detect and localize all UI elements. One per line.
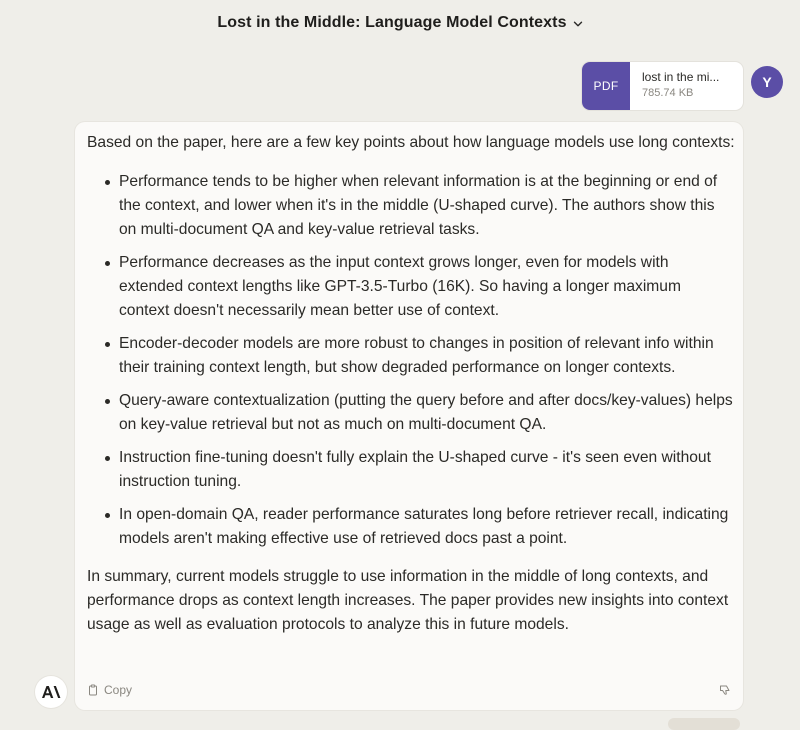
key-points-list bbox=[87, 170, 735, 551]
pdf-file-badge: PDF bbox=[582, 62, 630, 110]
list-item: Instruction fine-tuning doesn't fully explain the U-shaped curve - it's seen even without instruction tuning. bbox=[119, 446, 735, 494]
list-item: Encoder-decoder models are more robust to changes in position of relevant info within their training context length, but show degraded performance on longer contexts. bbox=[119, 332, 735, 380]
thumbs-down-icon[interactable] bbox=[719, 684, 731, 696]
assistant-message bbox=[75, 122, 743, 710]
message-body bbox=[87, 131, 735, 637]
clipboard-icon bbox=[87, 684, 99, 696]
message-actions bbox=[87, 682, 731, 698]
scroll-indicator bbox=[668, 718, 740, 730]
message-intro: Based on the paper, here are a few key points about how language models use long contexts: bbox=[87, 134, 735, 151]
list-item: In open-domain QA, reader performance saturates long before retriever recall, indicating models aren't making effective use of retrieved docs past a point. bbox=[119, 503, 735, 551]
conversation-title[interactable]: Lost in the Middle: Language Model Contexts bbox=[217, 14, 567, 31]
pdf-attachment[interactable] bbox=[582, 62, 743, 110]
copy-label: Copy bbox=[104, 683, 133, 697]
list-item: Performance tends to be higher when relevant information is at the beginning or end of the context, and lower when it's in the middle (U-shaped curve). The authors show this on multi-document QA and key-value retrieval tasks. bbox=[119, 170, 735, 242]
list-item: Query-aware contextualization (putting the query before and after docs/key-values) helps on key-value retrieval but not as much on multi-document QA. bbox=[119, 389, 735, 437]
user-avatar[interactable]: Y bbox=[751, 66, 783, 98]
attachment-file-name: lost in the mi... bbox=[642, 70, 720, 84]
attachment-meta bbox=[630, 62, 719, 110]
chevron-down-icon[interactable] bbox=[573, 19, 583, 29]
anthropic-logo-icon bbox=[35, 676, 67, 708]
copy-button[interactable] bbox=[87, 683, 132, 697]
message-summary: In summary, current models struggle to use information in the middle of long contexts, and performance drops as context length increases. The paper provides new insights into context usage as well as evaluation protocols to analyze this in future models. bbox=[87, 568, 729, 633]
conversation-header bbox=[0, 0, 800, 46]
list-item: Performance decreases as the input context grows longer, even for models with extended context lengths like GPT-3.5-Turbo (16K). So having a longer maximum context doesn't necessarily mean better use of context. bbox=[119, 251, 735, 323]
attachment-file-size: 785.74 KB bbox=[642, 87, 694, 99]
